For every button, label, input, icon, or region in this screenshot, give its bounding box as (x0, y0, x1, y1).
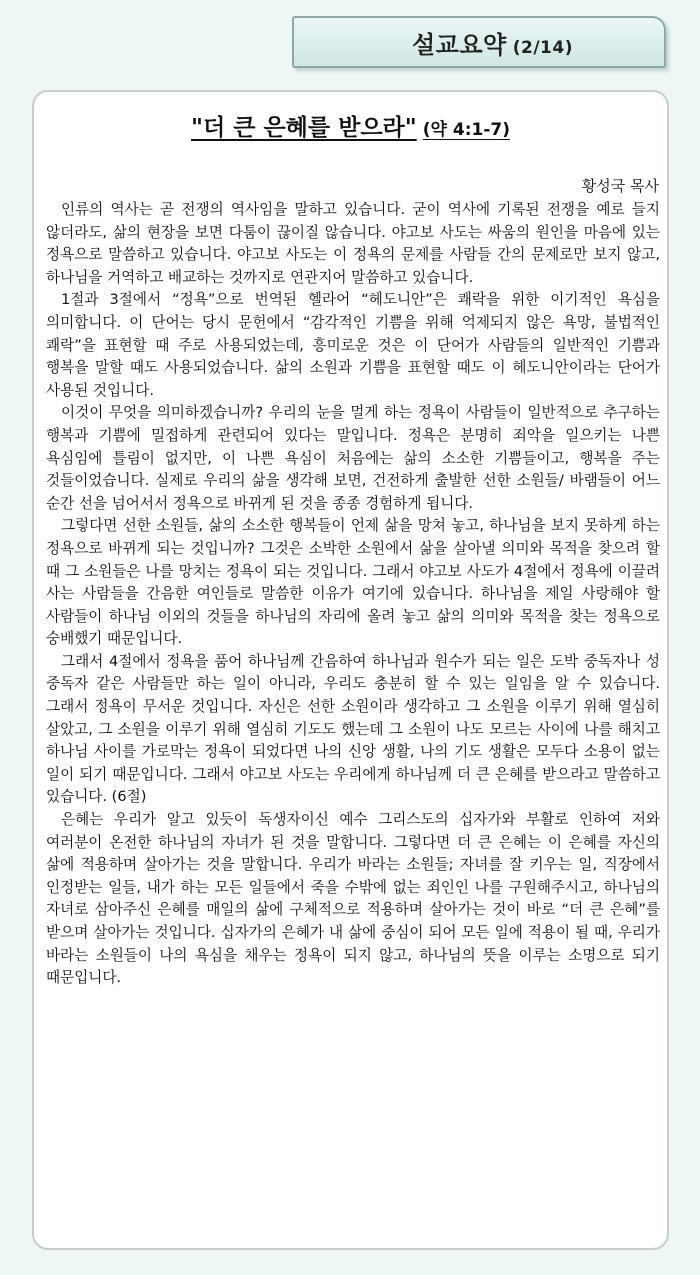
sermon-author: 황성국 목사 (581, 177, 659, 195)
paragraph: 은혜는 우리가 알고 있듯이 독생자이신 예수 그리스도의 십자가와 부활로 인하여 저와 여러분이 온전한 하나님의 자녀가 된 것을 말합니다. 그렇다면 더 큰 은혜는 이 은혜를 자신의 삶에 적용하며 살아가는 것을 말합니다. 우리가 바라는 소원들; 자녀를 잘 키우는 일, 직장에서 인정받는 일들, 내가 하는 모든 일들에서 죽을 수밖에 없는 죄인인 나를 구원해주시고, 하나님의 자녀로 삼아주신 은혜를 매일의 삶에 구체적으로 적용하며 살아가는 것이 바로 “더 큰 은혜”를 받으며 살아가는 것입니다. 십자가의 은혜가 내 삶에 중심이 되어 모든 일에 적용이 될 때, 우리가 바라는 소원들이 나의 욕심을 채우는 정욕이 되지 않고, 하나님의 뜻을 이루는 소명으로 되기 때문입니다. (46, 811, 660, 987)
sermon-card (32, 90, 669, 1250)
header-title (412, 31, 573, 62)
header-tab (292, 16, 666, 68)
scripture-reference: (약 4:1-7) (422, 120, 510, 140)
paragraph: 그렇다면 선한 소원들, 삶의 소소한 행복들이 언제 삶을 망쳐 놓고, 하나님을 보지 못하게 하는 정욕으로 바뀌게 되는 것입니까? 그것은 소박한 소원에서 삶을 살아낼 의미와 목적을 찾으려 할 때 그 소원들은 나를 망치는 정욕이 되는 것입니다. 그래서 야고보 사도가 4절에서 정욕에 이끌려 사는 사람들을 간음한 여인들로 말씀한 이유가 여기에 있습니다. 하나님을 제일 사랑해야 할 사람들이 하나님 이외의 것들을 하나님의 자리에 올려 놓고 삶의 의미와 목적을 찾는 정욕으로 숭배했기 때문입니다. (46, 517, 660, 648)
paragraph: 인류의 역사는 곧 전쟁의 역사임을 말하고 있습니다. 굳이 역사에 기록된 전쟁을 예로 들지 않더라도, 삶의 현장을 보면 다툼이 끊이질 않습니다. 야고보 사도는 싸움의 원인을 마음에 있는 정욕으로 말씀하고 있습니다. 야고보 사도는 이 정욕의 문제를 사람들 간의 문제로만 보지 않고, 하나님을 거역하고 배교하는 것까지로 연관지어 말씀하고 있습니다. (46, 201, 660, 286)
paragraph: 이것이 무엇을 의미하겠습니까? 우리의 눈을 멀게 하는 정욕이 사람들이 일반적으로 추구하는 행복과 기쁨에 밀접하게 관련되어 있다는 말입니다. 정욕은 분명히 죄악을 일으키는 나쁜 욕심임에 틀림이 없지만, 이 나쁜 욕심이 처음에는 삶의 소소한 기쁨들이고, 행복을 주는 것들이었습니다. 실제로 우리의 삶을 생각해 보면, 건전하게 출발한 선한 소원들/ 바램들이 어느 순간 선을 넘어서서 정욕으로 바뀌게 된 것을 종종 경험하게 됩니다. (46, 404, 660, 512)
paragraph: 그래서 4절에서 정욕을 품어 하나님께 간음하여 하나님과 원수가 되는 일은 도박 중독자나 성 중독자 같은 사람들만 하는 일이 아니라, 우리도 충분히 할 수 있는 일임을 알 수 있습니다. 그래서 정욕이 무서운 것입니다. 자신은 선한 소원이라 생각하고 그 소원을 이루기 위해 열심히 살았고, 그 소원을 이루기 위해 열심히 기도도 했는데 그 소원이 나도 모르는 사이에 나를 해치고 하나님 사이를 가로막는 정욕이 되었다면 나의 신앙 생활, 나의 기도 생활은 모두다 소용이 없는 일이 되기 때문입니다. 그래서 야고보 사도는 우리에게 하나님께 더 큰 은혜를 받으라고 말씀하고 있습니다. (6절) (46, 652, 660, 806)
sermon-title-text: "더 큰 은혜를 받으라" (191, 115, 417, 141)
header-title-text: 설교요약 (412, 31, 507, 59)
header-date: (2/14) (512, 38, 573, 58)
sermon-title (34, 112, 667, 146)
sermon-body (46, 199, 660, 990)
paragraph: 1절과 3절에서 “정욕”으로 번역된 헬라어 “헤도니안”은 쾌락을 위한 이기적인 욕심을 의미합니다. 이 단어는 당시 문헌에서 “감각적인 기쁨을 위해 억제되지 않은 욕망, 불법적인 쾌락”을 표현할 때 주로 사용되었는데, 흥미로운 것은 이 단어가 사람들의 일반적인 기쁨과 행복을 말할 때도 사용되었습니다. 삶의 소원과 기쁨을 표현할 때도 이 헤도니안이라는 단어가 사용된 것입니다. (46, 291, 660, 399)
